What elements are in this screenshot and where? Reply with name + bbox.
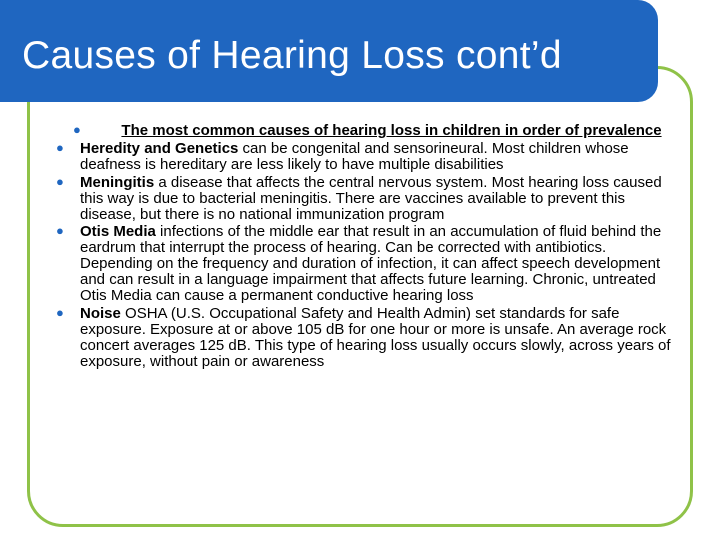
- intro-text: The most common causes of hearing loss in children in order of prevalence: [121, 122, 662, 139]
- item-term: Otis Media: [80, 223, 156, 241]
- item-term: Noise: [80, 304, 121, 322]
- item-text: infections of the middle ear that result in an accumulation of fluid behind the eardrum that interrupt the process of hearing. Can be corrected with antibiotics. Depending on the frequency and duration of infection, it can affect speech development and can result in a language impairment that affects future learning. Chronic, untreated Otis Media can cause a permanent conductive hearing loss: [80, 223, 662, 305]
- intro-item: [53, 123, 678, 139]
- item-term: Meningitis: [80, 173, 155, 191]
- list-item-otis-media: [53, 224, 678, 304]
- bullet-icon: ●: [56, 173, 64, 189]
- bullet-icon: ●: [56, 304, 64, 320]
- slide-title: Causes of Hearing Loss cont’d: [22, 34, 562, 77]
- bullet-icon: ●: [73, 122, 81, 137]
- list-item-meningitis: [53, 175, 678, 223]
- item-text: OSHA (U.S. Occupational Safety and Health Admin) set standards for safe exposure. Exposure at or above 105 dB for one hour or more is unsafe. An average rock concert averages 125 dB. This type of hearing loss usually occurs slowly, across years of exposure, without pain or awareness: [80, 304, 671, 370]
- list-item-heredity: [53, 141, 678, 173]
- item-text: can be congenital and sensorineural. Most children whose deafness is hereditary are less likely to have multiple disabilities: [80, 139, 629, 173]
- item-term: Heredity and Genetics: [80, 139, 239, 157]
- title-bar: [0, 0, 658, 102]
- list-item-noise: [53, 306, 678, 370]
- item-text: a disease that affects the central nervous system. Most hearing loss caused this way is due to bacterial meningitis. There are vaccines available to prevent this disease, but there is no national immunization program: [80, 173, 662, 223]
- bullet-icon: ●: [56, 139, 64, 155]
- slide-content: [53, 123, 678, 372]
- bullet-icon: ●: [56, 223, 64, 239]
